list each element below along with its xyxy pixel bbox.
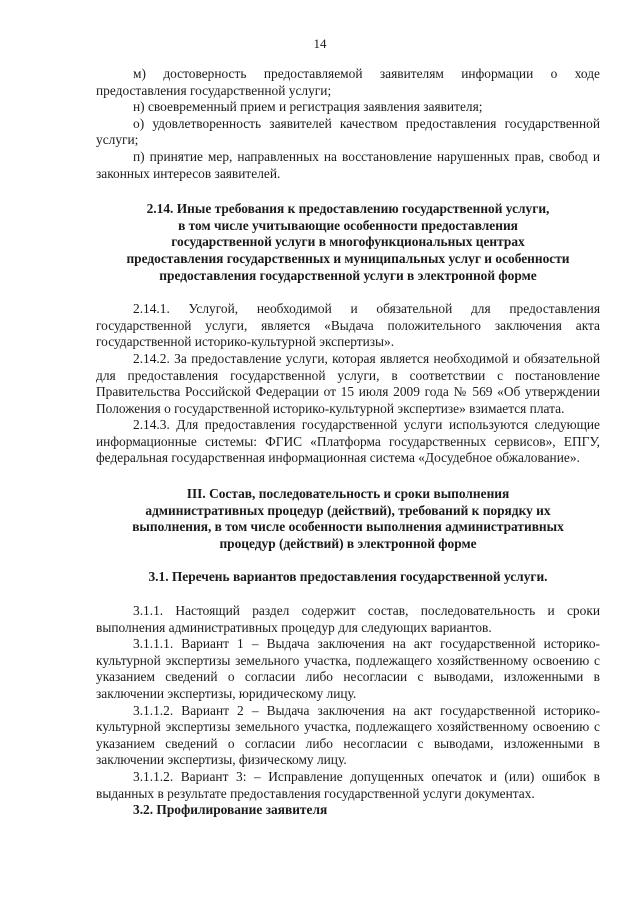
paragraph: 3.1.1.2. Вариант 2 – Выдача заключения на акт государственной историко-культурной экспертизы земельного участка, подлежащего хозяйственному освоению с указанием сведений о согласии либо несогласии с выводами, изложенными в заключении экспертизы, физическому лицу.: [96, 702, 600, 768]
paragraph: 2.14.3. Для предоставления государственной услуги используются следующие информационные системы: ФГИС «Платформа государственных сервисов», ЕПГУ, федеральная государственная информационная система «Досудебное обжалование».: [96, 417, 600, 466]
page-content: [96, 66, 600, 819]
heading-line: административных процедур (действий), требований к порядку их: [145, 502, 551, 518]
heading-line: процедур (действий) в электронной форме: [219, 535, 477, 551]
list-item: н) своевременный прием и регистрация заявления заявителя;: [133, 99, 483, 115]
heading-line: выполнения, в том числе особенности выполнения административных: [132, 519, 564, 535]
list-item: о) удовлетворенность заявителей качеством предоставления государственной услуги;: [96, 115, 600, 148]
paragraph: 3.1.1. Настоящий раздел содержит состав, последовательность и сроки выполнения административных процедур для следующих вариантов.: [96, 603, 600, 635]
heading-line: государственной услуги в многофункциональных центрах: [171, 234, 525, 250]
page-number: 14: [313, 36, 327, 51]
list-item: п) принятие мер, направленных на восстановление нарушенных прав, свобод и законных интересов заявителей.: [96, 148, 600, 181]
paragraph: 3.1.1.1. Вариант 1 – Выдача заключения на акт государственной историко-культурной экспертизы земельного участка, подлежащего хозяйственному освоению с указанием сведений о согласии либо несогласии с выводами, изложенными в заключении экспертизы, юридическому лицу.: [96, 636, 600, 701]
heading-line: предоставления государственных и муниципальных услуг и особенности: [126, 250, 570, 266]
requirements-list: [96, 66, 600, 182]
heading-line: 2.14. Иные требования к предоставлению государственной услуги,: [146, 201, 550, 217]
paragraph: 2.14.2. За предоставление услуги, которая является необходимой и обязательной для предоставления государственной услуги, в соответствии с постановление Правительства Российской Федерации от 15 июля 2009 года № 569 «Об утверждении Положения о государственной историко-культурной экспертизе» взимается плата.: [96, 350, 600, 416]
paragraph: 3.1.1.2. Вариант 3: – Исправление допущенных опечаток и (или) ошибок в выданных в результате предоставления государственной услуги документах.: [96, 768, 600, 801]
section-2-14-heading: [96, 201, 600, 284]
heading-line: в том числе учитывающие особенности предоставления: [178, 217, 518, 233]
section-3-heading: [96, 486, 600, 552]
paragraph: 2.14.1. Услугой, необходимой и обязательной для предоставления государственной услуги, является «Выдача положительного заключения акта государственной историко-культурной экспертизы».: [96, 301, 600, 350]
section-3-1-body: [96, 603, 600, 802]
section-3-2-heading: 3.2. Профилирование заявителя: [133, 802, 328, 818]
heading-line: предоставления государственной услуги в электронной форме: [159, 267, 537, 283]
section-3-1-heading: 3.1. Перечень вариантов предоставления государственной услуги.: [148, 569, 548, 585]
section-2-14-body: [96, 301, 600, 467]
heading-line: III. Состав, последовательность и сроки выполнения: [186, 486, 510, 502]
list-item: м) достоверность предоставляемой заявителям информации о ходе предоставления государственной услуги;: [96, 66, 600, 98]
